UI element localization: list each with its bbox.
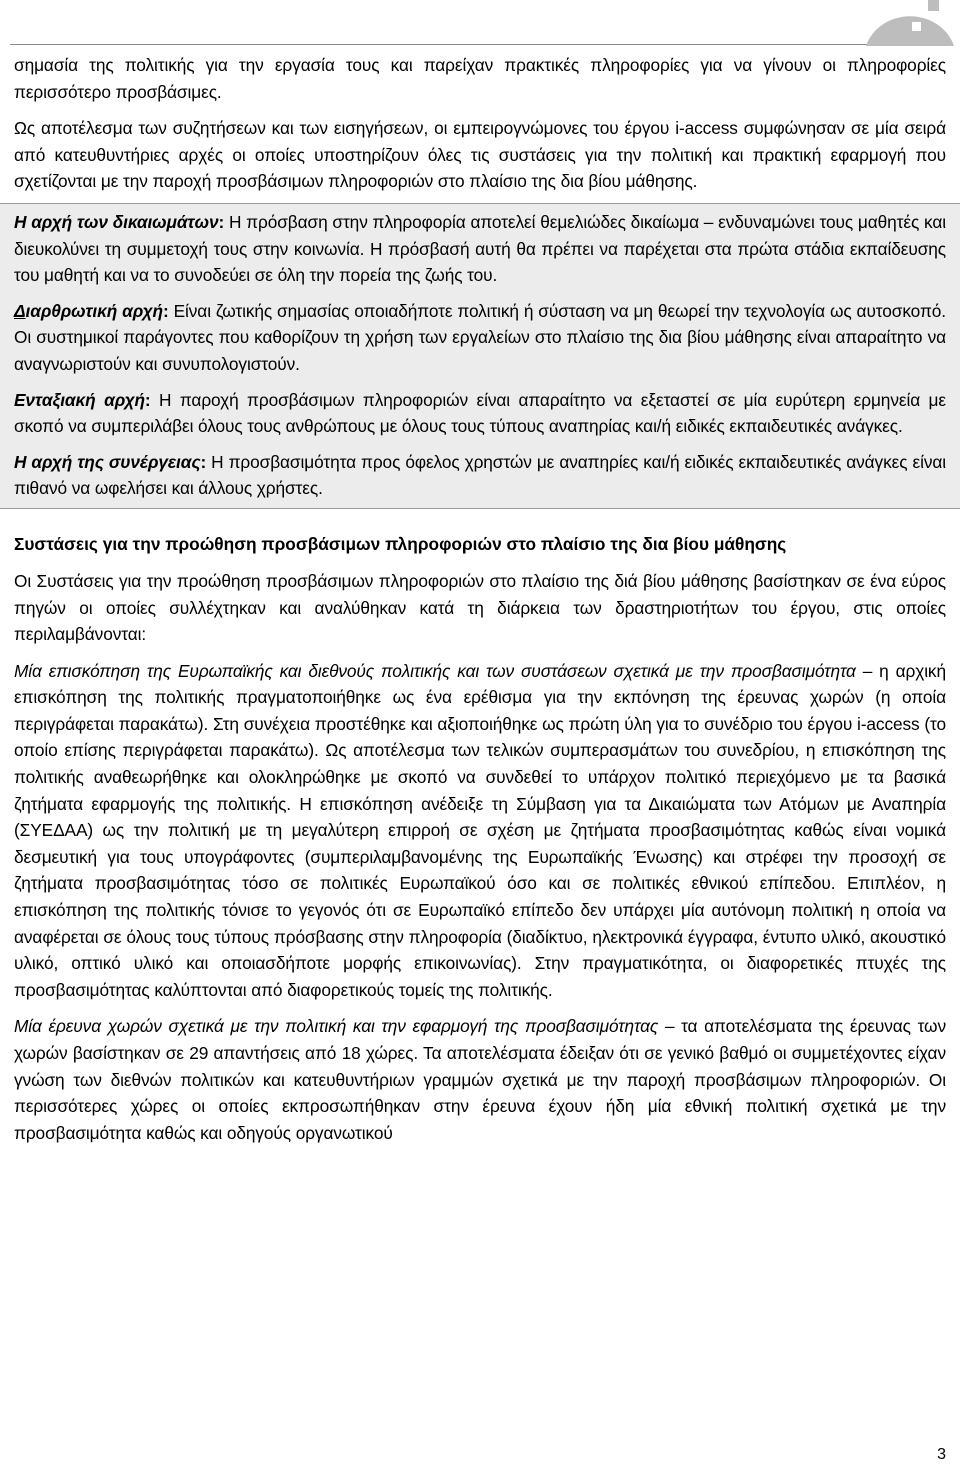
item-title: Μία επισκόπηση της Ευρωπαϊκής και διεθνούς πολιτικής και των συστάσεων σχετικά με την προσβασιμότητα [14,660,856,681]
section-paragraph-3 [14,1013,946,1146]
header-rule [10,44,950,45]
paragraph-intro-1: σημασία της πολιτικής για την εργασία τους και παρείχαν πρακτικές πληροφορίες για να γίνουν οι πληροφορίες περισσότερο προσβάσιμες. [14,55,946,102]
principle-text: Η προσβασιμότητα προς όφελος χρηστών με αναπηρίες και/ή ειδικές εκπαιδευτικές ανάγκες είναι πιθανό να ωφελήσει και άλλους χρήστες. [14,451,947,499]
principle-title: Η αρχή της συνέργειας [14,451,201,472]
principle-rights: Η αρχή των δικαιωμάτων: Η πρόσβαση στην πληροφορία αποτελεί θεμελιώδες δικαίωμα – ενδυναμώνει τους μαθητές και διευκολύνει τη συμμετοχή τους στην κοινωνία. Η πρόσβασή αυτή θα πρέπει να παρέχεται στα πρώτα στάδια εκπαίδευσης του μαθητή και να το συνοδεύει σε όλη την πορεία της ζωής του. [14,211,946,286]
corner-logo-icon [858,0,960,46]
section-paragraph-2 [14,658,946,1004]
principle-text: Η πρόσβαση στην πληροφορία αποτελεί θεμελιώδες δικαίωμα – ενδυναμώνει τους μαθητές και διευκολύνει τη συμμετοχή τους στην κοινωνία. Η πρόσβασή αυτή θα πρέπει να παρέχεται στα πρώτα στάδια εκπαίδευσης του μαθητή και να το συνοδεύει σε όλη την πορεία της ζωής του. [14,211,946,286]
principle-title: Η αρχή των δικαιωμάτων [14,211,219,232]
principle-title-initial: Δ [14,300,26,321]
principle-text: Η παροχή προσβάσιμων πληροφοριών είναι απαραίτητο να εξεταστεί σε μία ευρύτερη ερμηνεία με σκοπό να συμπεριλάβει όλους τους ανθρώπους με όλους τους τύπους αναπηρίας και/ή ειδικές εκπαιδευτικές ανάγκες. [14,389,946,437]
section-paragraph-1: Οι Συστάσεις για την προώθηση προσβάσιμων πληροφοριών στο πλαίσιο της διά βίου μάθησης βασίστηκαν σε ένα εύρος πηγών οι οποίες συλλέχτηκαν και αναλύθηκαν κατά τη διάρκεια των δραστηριοτήτων του έργου, στις οποίες περιλαμβάνονται: [14,570,946,645]
principles-box [0,203,960,509]
principle-text: Είναι ζωτικής σημασίας οποιαδήποτε πολιτική ή σύσταση να μη θεωρεί την τεχνολογία ως αυτοσκοπό. Οι συστημικοί παράγοντες που καθορίζουν τη χρήση των εργαλείων στο πλαίσιο της δια βίου μάθησης είναι απαραίτητο να αναγνωριστούν και συνυπολογιστούν. [14,300,946,374]
paragraph-intro-2: Ως αποτέλεσμα των συζητήσεων και των εισηγήσεων, οι εμπειρογνώμονες του έργου i-access συμφώνησαν σε μία σειρά από κατευθυντήριες αρχές οι οποίες υποστηρίζουν όλες τις συστάσεις για την πολιτική και πρακτική εφαρμογή που σχετίζονται με την παροχή προσβάσιμων πληροφοριών στο πλαίσιο της δια βίου μάθησης. [14,118,946,192]
section-heading: Συστάσεις για την προώθηση προσβάσιμων πληροφοριών στο πλαίσιο της δια βίου μάθησης [14,533,787,554]
item-text: – τα αποτελέσματα της έρευνας των χωρών βασίστηκαν σε 29 απαντήσεις από 18 χώρες. Τα αποτελέσματα έδειξαν ότι σε γενικό βαθμό οι συμμετέχοντες είχαν γνώση των διεθνών πολιτικών και κατευθυντήριων γραμμών σχετικά με την παροχή προσβάσιμων πληροφοριών. Οι περισσότερες χώρες οι οποίες εκπροσωπήθηκαν στην έρευνα έχουν ήδη μία εθνική πολιτική σχετικά με την προσβασιμότητα καθώς και οδηγούς οργανωτικού [14,1016,946,1143]
page-number: 3 [937,1446,946,1463]
principle-inclusive: Ενταξιακή αρχή: Η παροχή προσβάσιμων πληροφοριών είναι απαραίτητο να εξεταστεί σε μία ευρύτερη ερμηνεία με σκοπό να συμπεριλάβει όλους τους ανθρώπους με όλους τους τύπους αναπηρίας και/ή ειδικές εκπαιδευτικές ανάγκες. [14,389,946,437]
item-title: Μία έρευνα χωρών σχετικά με την πολιτική και την εφαρμογή της προσβασιμότητας [14,1016,659,1037]
principle-title: Ενταξιακή αρχή [14,389,145,410]
principle-title: ιαρθρωτική αρχή [25,300,163,321]
page-content [14,52,946,1146]
principle-synergy: Η αρχή της συνέργειας: Η προσβασιμότητα προς όφελος χρηστών με αναπηρίες και/ή ειδικές εκπαιδευτικές ανάγκες είναι πιθανό να ωφελήσει και άλλους χρήστες. [14,451,947,499]
item-text: – η αρχική επισκόπηση της πολιτικής πραγματοποιήθηκε ως ένα ερέθισμα για την εκπόνηση της έρευνας χωρών (η οποία περιγράφεται παρακάτω). Στη συνέχεια προστέθηκε και αξιοποιήθηκε ως πρώτη ύλη για το συνέδριο του έργου i-access (το οποίο επίσης περιγράφεται παρακάτω). Ως αποτέλεσμα των τελικών συμπερασμάτων του συνεδρίου, η επισκόπηση της πολιτικής αναθεωρήθηκε και ολοκληρώθηκε με σκοπό να συνδεθεί το υπάρχον πολιτικό περιεχόμενο με τα βασικά ζητήματα εφαρμογής της πολιτικής. Η επισκόπηση ανέδειξε τη Σύμβαση για τα Δικαιώματα των Ατόμων με Αναπηρία (ΣΥΕΔΑΑ) ως την πολιτική με τη μεγαλύτερη επιρροή σε σχέση με ζητήματα προσβασιμότητας καθώς είναι νομικά δεσμευτική για τους υπογράφοντες (συμπεριλαμβανομένης της Ευρωπαϊκής Ένωσης) και στρέφει την προσοχή σε ζητήματα προσβασιμότητας τόσο σε πολιτικές Ευρωπαϊκού όσο και σε πολιτικές εθνικού επίπεδου. Επιπλέον, η επισκόπηση της πολιτικής τόνισε το γεγονός ότι σε Ευρωπαϊκό επίπεδο δεν υπάρχει μία αυτόνομη πολιτική η οποία να αναφέρεται σε όλους τους τύπους πρόσβασης στην πληροφορία (διαδίκτυο, ηλεκτρονικά έγγραφα, έντυπο υλικό, ακουστικό υλικό, οπτικό υλικό και οποιασδήποτε μορφής επικοινωνίας). Στην πραγματικότητα, οι διαφορετικές πτυχές της προσβασιμότητας καλύπτονται από διαφορετικούς τομείς της πολιτικής. [14,660,946,1000]
principle-structural: Διαρθρωτική αρχή: Είναι ζωτικής σημασίας οποιαδήποτε πολιτική ή σύσταση να μη θεωρεί την τεχνολογία ως αυτοσκοπό. Οι συστημικοί παράγοντες που καθορίζουν τη χρήση των εργαλείων στο πλαίσιο της δια βίου μάθησης είναι απαραίτητο να αναγνωριστούν και συνυπολογιστούν. [14,300,946,374]
